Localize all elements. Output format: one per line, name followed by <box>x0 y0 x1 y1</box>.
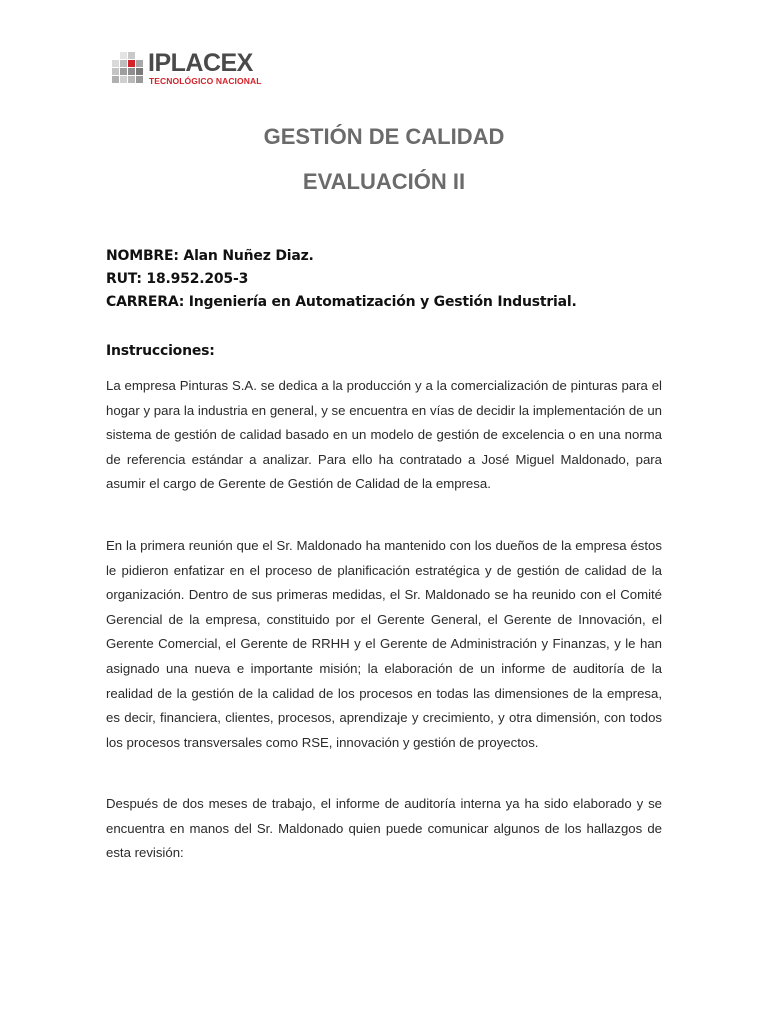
document-subtitle: EVALUACIÓN II <box>302 169 466 194</box>
student-info <box>106 245 666 314</box>
instructions-paragraph: Después de dos meses de trabajo, el informe de auditoría interna ya ha sido elaborado y se encuentra en manos del Sr. Maldonado quien puede comunicar algunos de los hallazgos de esta revisión: <box>106 796 662 861</box>
instructions-heading: Instrucciones: <box>106 343 215 359</box>
logo-tagline: TECNOLÓGICO NACIONAL <box>149 76 262 86</box>
document-title: GESTIÓN DE CALIDAD <box>263 124 505 149</box>
instructions-paragraph: En la primera reunión que el Sr. Maldonado ha mantenido con los dueños de la empresa éstos le pidieron enfatizar en el proceso de planificación estratégica y de gestión de calidad de la organización. Dentro de sus primeras medidas, el Sr. Maldonado se ha reunido con el Comité Gerencial de la empresa, constituido por el Gerente General, el Gerente de Innovación, el Gerente Comercial, el Gerente de RRHH y el Gerente de Administración y Finanzas, y le han asignado una nueva e importante misión; la elaboración de un informe de auditoría de la realidad de la gestión de la calidad de los procesos en todas las dimensiones de la empresa, es decir, financiera, clientes, procesos, aprendizaje y crecimiento, y otra dimensión, con todos los procesos transversales como RSE, innovación y gestión de proyectos. <box>106 538 662 750</box>
student-rut: RUT: 18.952.205-3 <box>106 271 249 287</box>
student-career: CARRERA: Ingeniería en Automatización y Gestión Industrial. <box>106 294 577 310</box>
student-name: NOMBRE: Alan Nuñez Diaz. <box>106 248 314 264</box>
logo-brand: IPLACEX <box>148 49 253 77</box>
instructions-paragraph: La empresa Pinturas S.A. se dedica a la producción y a la comercialización de pinturas para el hogar y para la industria en general, y se encuentra en vías de decidir la implementación de un sistema de gestión de calidad basado en un modelo de gestión de excelencia o en una norma de referencia estándar a analizar. Para ello ha contratado a José Miguel Maldonado, para asumir el cargo de Gerente de Gestión de Calidad de la empresa. <box>106 378 662 492</box>
logo-grid-icon <box>112 52 144 88</box>
iplacex-logo <box>112 50 272 90</box>
